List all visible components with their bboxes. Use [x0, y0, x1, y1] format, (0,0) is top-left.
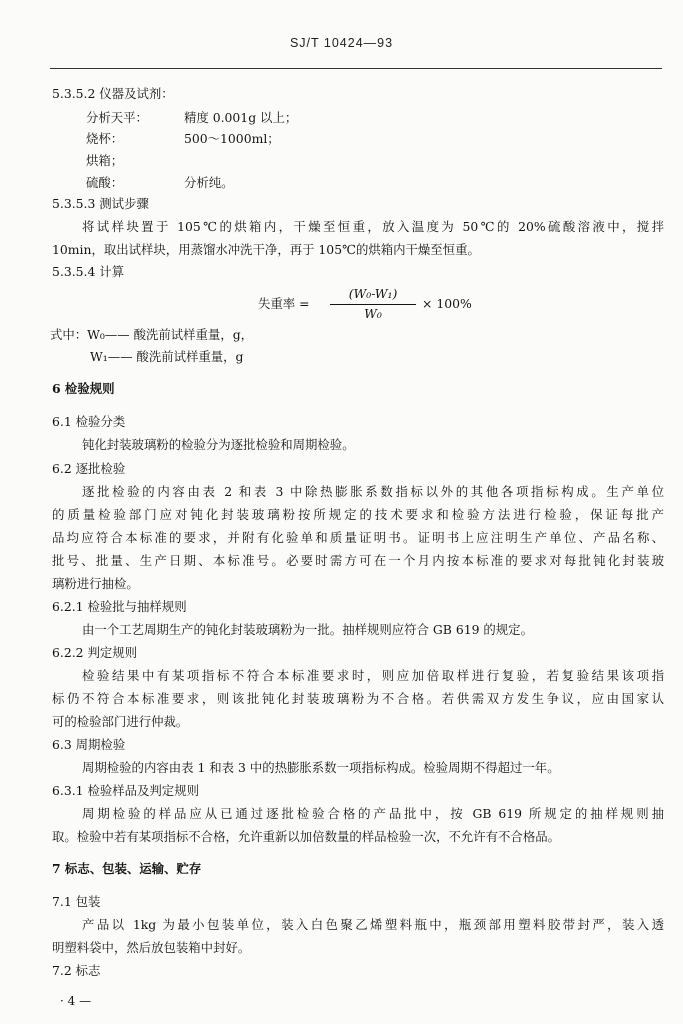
paragraph-line: 品均应符合本标准的要求，并附有化验单和质量证明书。证明书上应注明生产单位、产品名称、 [52, 530, 664, 545]
section-title-6-2: 6.2 逐批检验 [52, 461, 126, 476]
paragraph-line: 检验结果中有某项指标不符合本标准要求时，则应加倍取样进行复验，若复验结果该项指 [82, 668, 664, 683]
paragraph-line: 10min，取出试样块，用蒸馏水冲洗干净，再于 105℃的烘箱内干燥至恒重。 [52, 242, 480, 257]
section-title-6-1: 6.1 检验分类 [52, 414, 126, 429]
paragraph-line: 取。检验中若有某项指标不合格，允许重新以加倍数量的样品检验一次，不允许有不合格品。 [52, 829, 561, 844]
paragraph-line: 标仍不符合本标准要求，则该批钝化封装玻璃粉为不合格。若供需双方发生争议，应由国家认 [52, 691, 664, 706]
formula-denominator: W₀ [364, 306, 382, 321]
section-title-5-3-5-2: 5.3.5.2 仪器及试剂： [52, 86, 174, 101]
paragraph-line: 周期检验的内容由表 1 和表 3 中的热膨胀系数一项指标构成。检验周期不得超过一年。 [82, 760, 560, 775]
paragraph-line: 周期检验的样品应从已通过逐批检验合格的产品批中，按 GB 619 所规定的抽样规则抽 [82, 806, 664, 821]
header-rule [50, 68, 662, 69]
paragraph-line: 可的检验部门进行仲裁。 [52, 714, 189, 729]
standard-number-header: SJ/T 10424—93 [289, 36, 394, 50]
paragraph-line: 由一个工艺周期生产的钝化封装玻璃粉为一批。抽样规则应符合 GB 619 的规定。 [82, 622, 533, 637]
section-title-7-2: 7.2 标志 [52, 963, 101, 978]
section-title-6-2-2: 6.2.2 判定规则 [52, 645, 138, 660]
formula-label: 失重率 = [258, 296, 310, 311]
paragraph-line: 钝化封装玻璃粉的检验分为逐批检验和周期检验。 [82, 437, 355, 452]
paragraph-line: 逐批检验的内容由表 2 和表 3 中除热膨胀系数指标以外的其他各项指标构成。生产单位 [82, 484, 664, 499]
section-title-6-3: 6.3 周期检验 [52, 737, 126, 752]
formula-fraction-bar [330, 304, 416, 305]
apparatus-name: 烧杯： [86, 131, 124, 146]
apparatus-name: 分析天平： [86, 110, 148, 125]
formula-where-line: W₁—— 酸洗前试样重量，g [90, 349, 244, 364]
paragraph-line: 批号、批量、生产日期、本标准号。必要时需方可在一个月内按本标准的要求对每批钝化封装玻 [52, 553, 664, 568]
apparatus-value: 500～1000ml； [184, 131, 280, 146]
section-title-7: 7 标志、包装、运输、贮存 [52, 861, 202, 876]
paragraph-line: 明塑料袋中，然后放包装箱中封好。 [52, 940, 251, 955]
section-title-5-3-5-3: 5.3.5.3 测试步骤 [52, 196, 149, 211]
paragraph-line: 璃粉进行抽检。 [52, 576, 139, 591]
section-title-6: 6 检验规则 [52, 381, 115, 396]
apparatus-value: 精度 0.001g 以上； [184, 110, 298, 125]
formula-numerator: (W₀-W₁) [348, 286, 398, 301]
formula-tail: × 100% [422, 296, 472, 311]
page-number: · 4 — [60, 994, 92, 1008]
section-title-6-3-1: 6.3.1 检验样品及判定规则 [52, 783, 199, 798]
section-title-6-2-1: 6.2.1 检验批与抽样规则 [52, 599, 187, 614]
paragraph-line: 将试样块置于 105℃的烘箱内，干燥至恒重，放入温度为 50℃的 20%硫酸溶液中，搅拌 [82, 219, 664, 234]
section-title-7-1: 7.1 包装 [52, 894, 101, 909]
apparatus-name: 烘箱； [86, 153, 124, 168]
paragraph-line: 产品以 1kg 为最小包装单位，装入白色聚乙烯塑料瓶中，瓶颈部用塑料胶带封严，装入透 [82, 917, 664, 932]
section-title-5-3-5-4: 5.3.5.4 计算 [52, 264, 125, 279]
paragraph-line: 的质量检验部门应对钝化封装玻璃粉按所规定的技术要求和检验方法进行检验，保证每批产 [52, 507, 664, 522]
apparatus-name: 硫酸： [86, 175, 124, 190]
apparatus-value: 分析纯。 [184, 175, 234, 190]
formula-where-line: 式中：W₀—— 酸洗前试样重量，g， [50, 327, 254, 342]
